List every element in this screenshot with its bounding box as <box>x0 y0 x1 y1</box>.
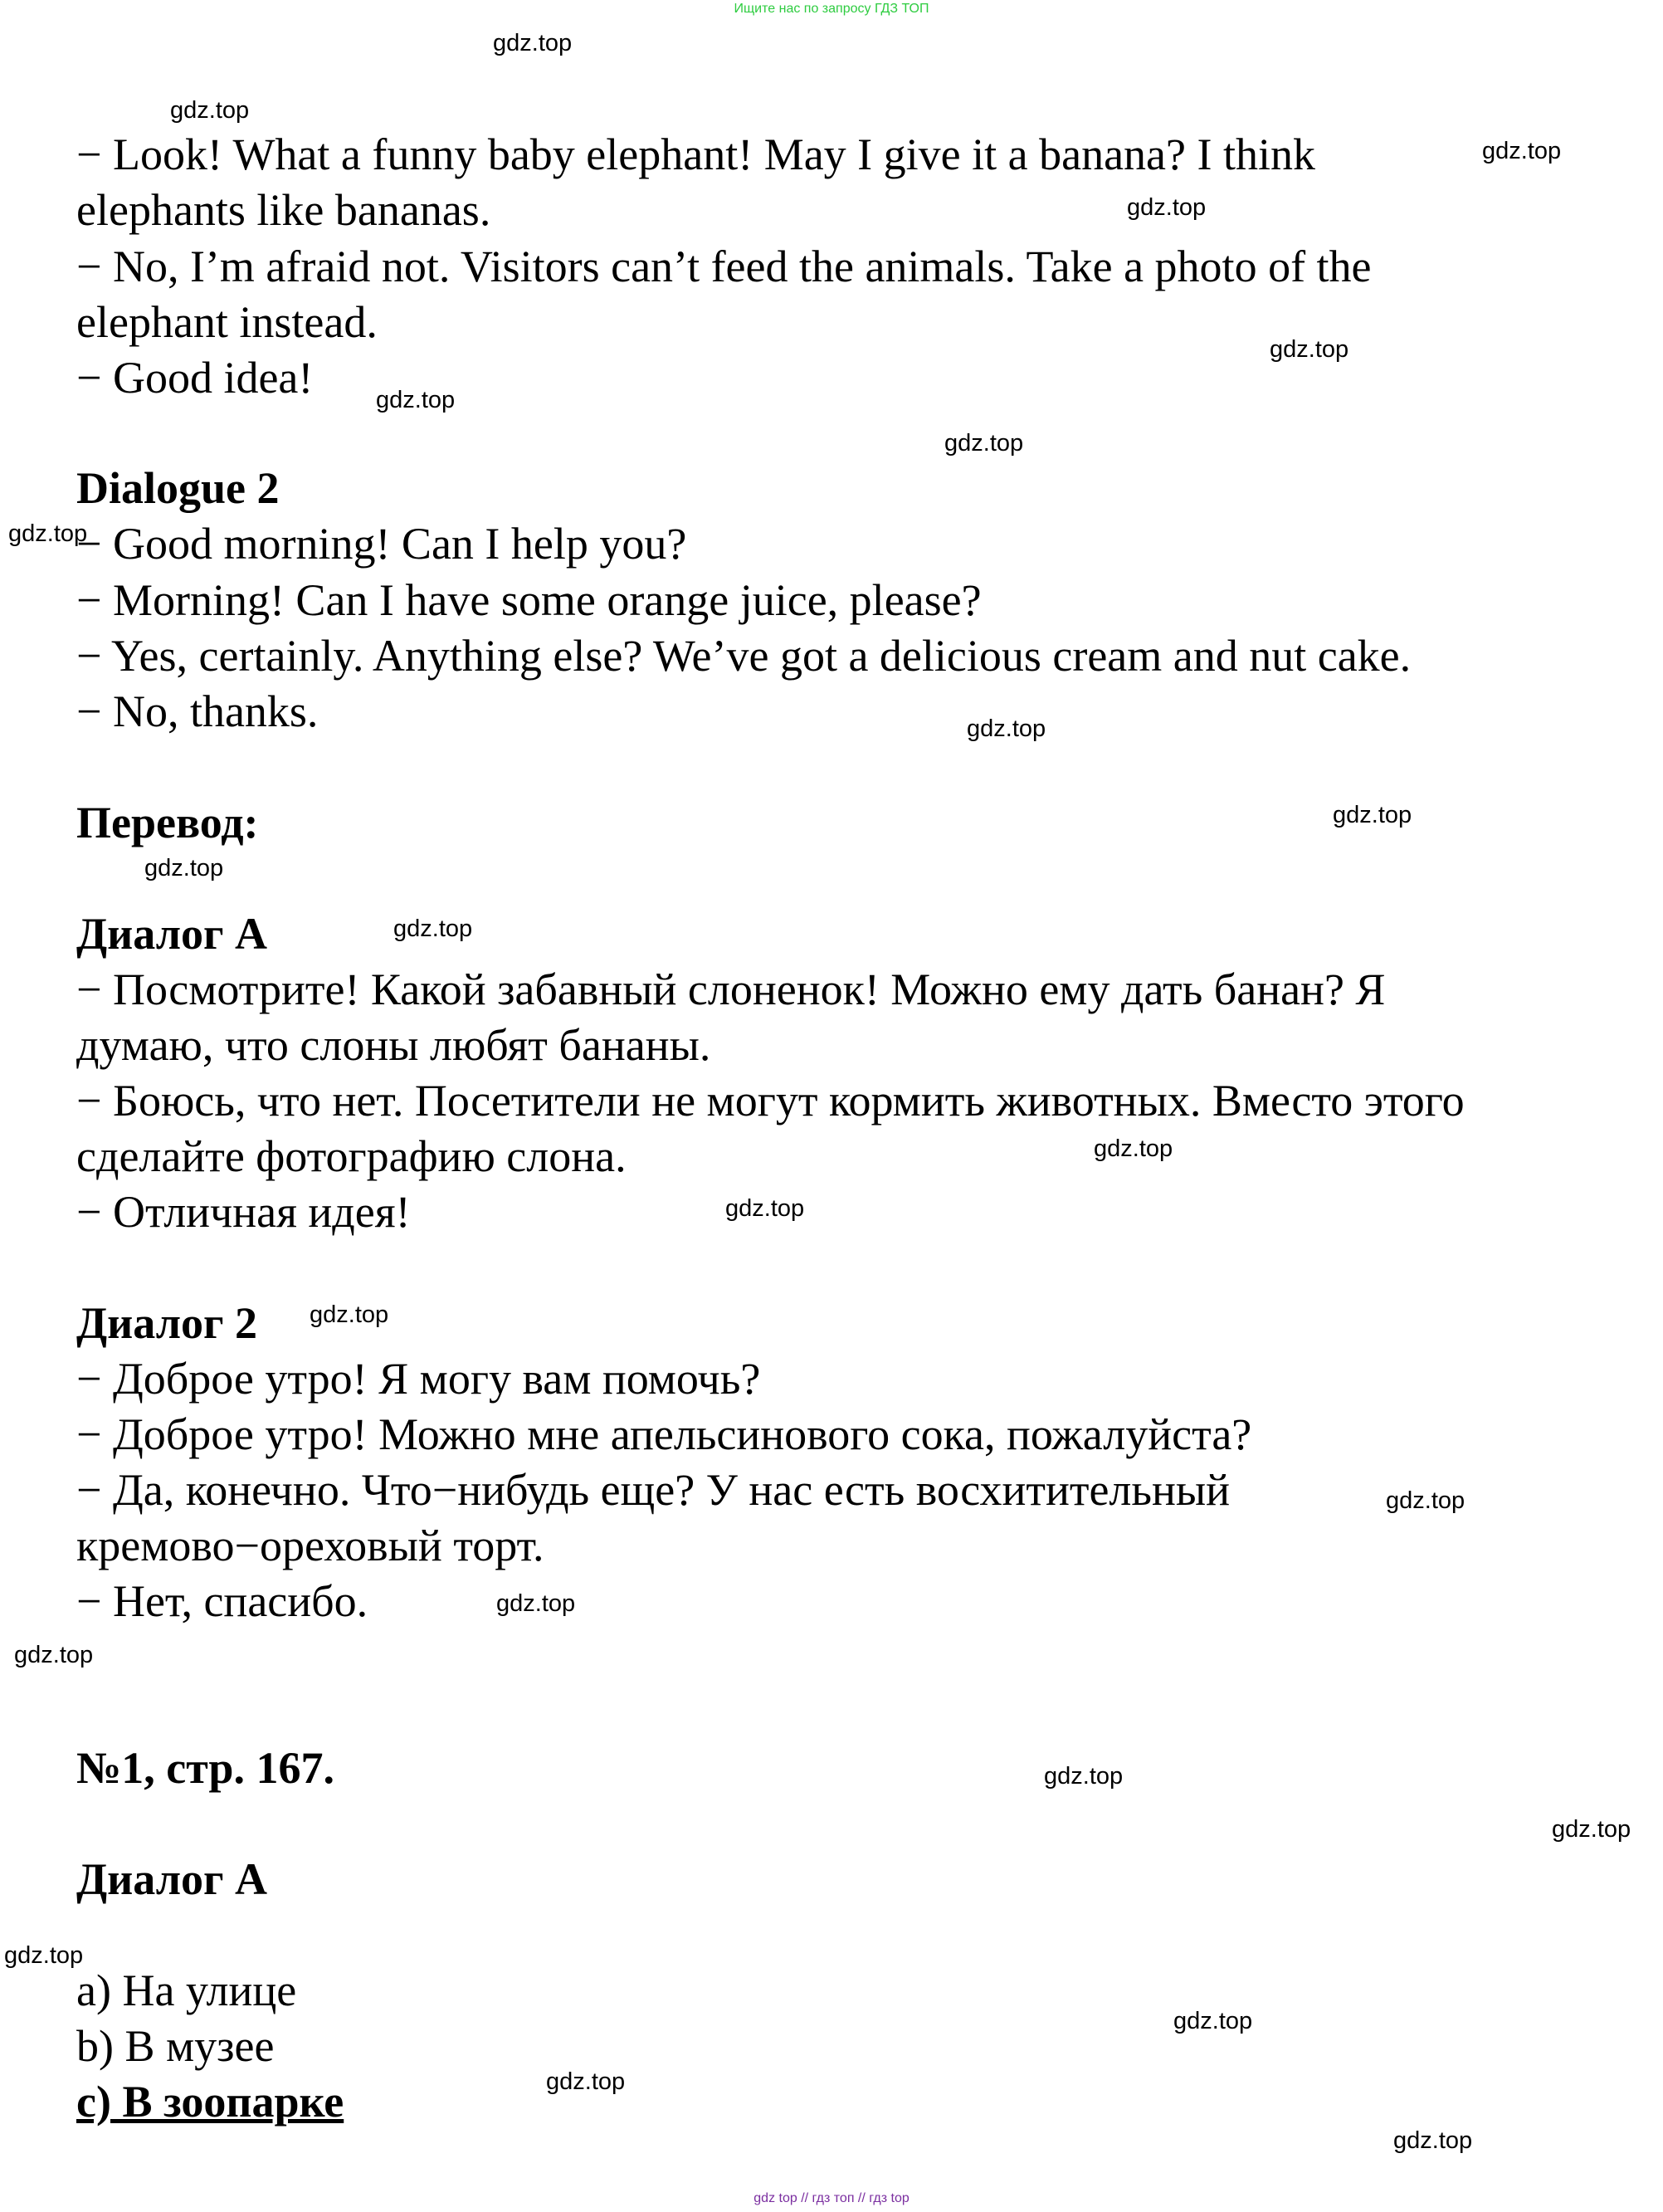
dialog-a-line: − Боюсь, что нет. Посетители не могут кормить животных. Вместо этого <box>76 1076 1465 1126</box>
dialogue1-line: elephant instead. <box>76 297 378 347</box>
dialog-a-line: − Посмотрите! Какой забавный слоненок! Можно ему дать банан? Я <box>76 964 1386 1014</box>
watermark: gdz.top <box>1270 336 1349 363</box>
watermark: gdz.top <box>1044 1763 1124 1790</box>
dialog-2-line: − Да, конечно. Что−нибудь еще? У нас есть восхитительный <box>76 1465 1231 1515</box>
translation-title: Перевод: <box>76 798 259 847</box>
dialogue2-line: − No, thanks. <box>76 686 319 736</box>
watermark: gdz.top <box>14 1642 94 1668</box>
watermark: gdz.top <box>170 97 250 124</box>
dialogue1-line: − Good idea! <box>76 353 314 403</box>
watermark: gdz.top <box>546 2068 626 2095</box>
option-b: b) В музее <box>76 2021 275 2071</box>
dialog-a-title: Диалог А <box>76 909 268 959</box>
watermark: gdz.top <box>8 520 88 547</box>
option-a: a) На улице <box>76 1965 297 2015</box>
watermark: gdz.top <box>310 1301 389 1328</box>
exercise-title: №1, стр. 167. <box>76 1743 334 1793</box>
dialogue1-line: elephants like bananas. <box>76 185 491 235</box>
footer-note: gdz top // гдз топ // гдз top <box>753 2191 910 2205</box>
dialog-2-line: кремово−ореховый торт. <box>76 1521 544 1570</box>
watermark: gdz.top <box>1173 2008 1253 2034</box>
dialogue2-title: Dialogue 2 <box>76 463 280 513</box>
dialogue2-line: − Yes, certainly. Anything else? We’ve got a delicious cream and nut cake. <box>76 631 1412 681</box>
dialogue1-line: − Look! What a funny baby elephant! May I give it a banana? I think <box>76 129 1315 179</box>
watermark: gdz.top <box>1094 1135 1173 1162</box>
exercise-dialog-title: Диалог А <box>76 1854 268 1904</box>
watermark: gdz.top <box>1333 802 1412 828</box>
watermark: gdz.top <box>1552 1816 1631 1843</box>
watermark: gdz.top <box>376 387 456 413</box>
watermark: gdz.top <box>967 715 1046 742</box>
watermark: gdz.top <box>1127 194 1207 221</box>
dialog-a-line: − Отличная идея! <box>76 1187 411 1237</box>
dialog-2-title: Диалог 2 <box>76 1298 258 1348</box>
watermark: gdz.top <box>1386 1487 1465 1514</box>
watermark: gdz.top <box>1482 138 1562 164</box>
dialogue1-line: − No, I’m afraid not. Visitors can’t feed the animals. Take a photo of the <box>76 242 1372 291</box>
dialog-a-line: сделайте фотографию слона. <box>76 1131 627 1181</box>
watermark: gdz.top <box>4 1942 84 1969</box>
watermark: gdz.top <box>496 1590 576 1617</box>
dialogue2-line: − Morning! Can I have some orange juice, please? <box>76 575 982 625</box>
dialog-2-line: − Доброе утро! Можно мне апельсинового сока, пожалуйста? <box>76 1409 1252 1459</box>
header-note: Ищите нас по запросу ГДЗ ТОП <box>734 2 929 16</box>
dialogue2-line: − Good morning! Can I help you? <box>76 519 687 569</box>
watermark: gdz.top <box>944 430 1024 457</box>
option-c-correct: c) В зоопарке <box>76 2077 344 2127</box>
watermark: gdz.top <box>725 1195 805 1222</box>
watermark: gdz.top <box>144 855 224 881</box>
dialog-a-line: думаю, что слоны любят бананы. <box>76 1020 711 1070</box>
dialog-2-line: − Нет, спасибо. <box>76 1576 368 1626</box>
watermark: gdz.top <box>493 30 573 56</box>
dialog-2-line: − Доброе утро! Я могу вам помочь? <box>76 1354 761 1404</box>
watermark: gdz.top <box>1393 2127 1473 2154</box>
watermark: gdz.top <box>393 916 473 942</box>
